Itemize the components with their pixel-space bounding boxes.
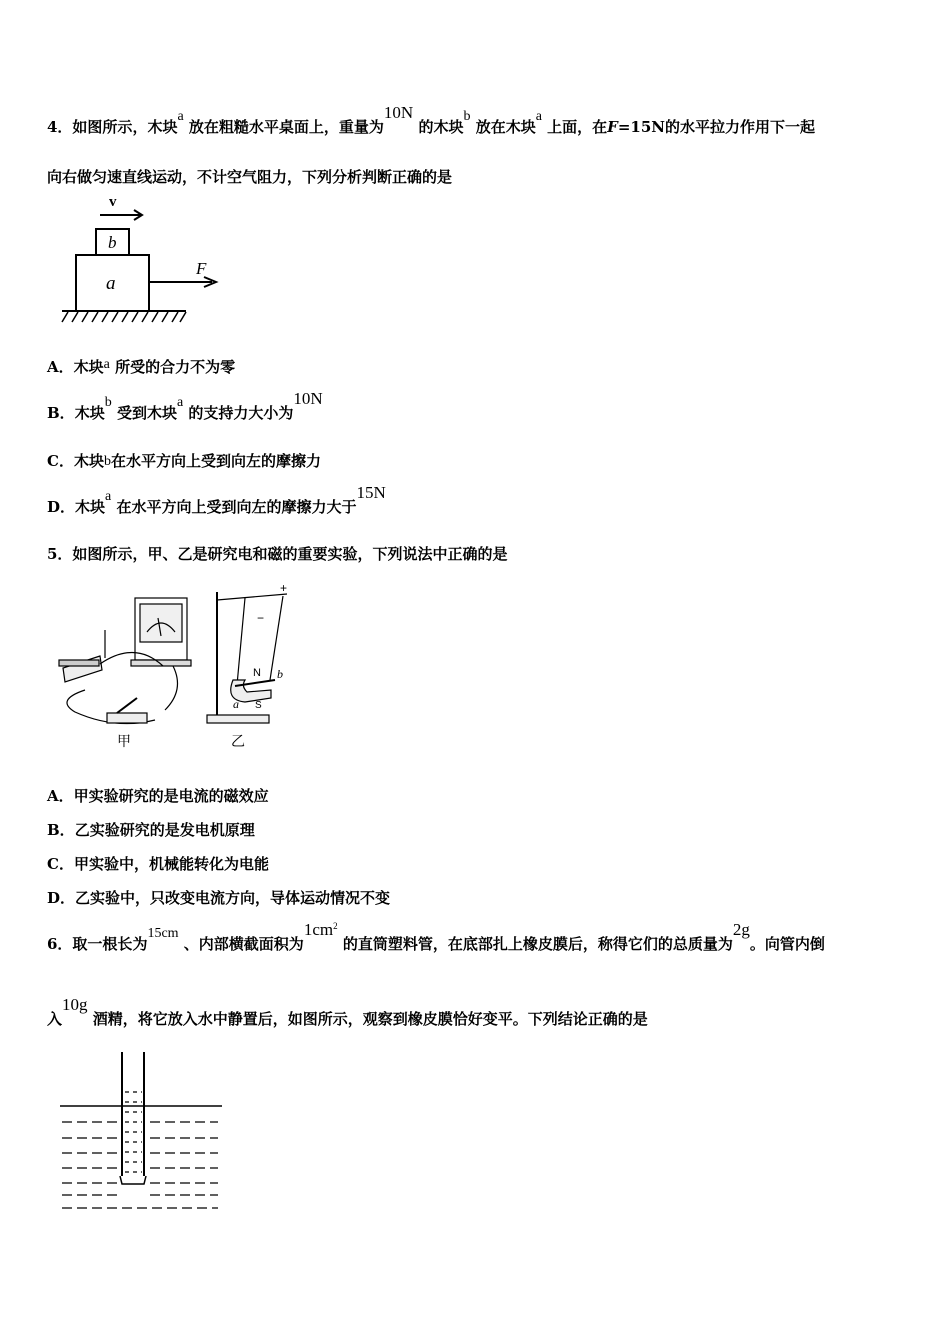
rubber-membrane [120,1176,146,1184]
jia-caption: 甲 [117,734,131,750]
jia-magnet-bar [59,660,99,666]
yi-wire-left [237,598,245,685]
q5-stem: 5．如图所示，甲、乙是研究电和磁的重要实验，下列说法中正确的是 [47,545,508,563]
q5-option-c: C．甲实验中，机械能转化为电能 [47,855,269,873]
q6-stem-line1: 6．取一根长为15cm 、内部横截面积为$1cm^2$ 的直筒塑料管，在底部扎上橡皮膜后，称得它们的总质量为2g。向管内倒 [47,920,825,953]
yi-plus-label: + [280,581,288,595]
q5-option-a: A．甲实验研究的是电流的磁效应 [47,787,269,805]
yi-wire-a: a [233,697,239,711]
yi-minus-label: − [257,611,265,625]
force-label: F [196,259,207,278]
velocity-label: v [109,194,117,210]
q5-option-b: B．乙实验研究的是发电机原理 [47,821,255,839]
yi-wire-b: b [277,667,283,681]
q4-option-d: D．木块a 在水平方向上受到向左的摩擦力大于15N [47,483,386,516]
q4-option-b: B．木块b 受到木块a 的支持力大小为10N [47,389,323,422]
alcohol-dashes [125,1092,142,1172]
galvanometer-base [131,660,191,666]
q4-block-figure [60,192,230,332]
q5-option-d: D．乙实验中，只改变电流方向，导体运动情况不变 [47,889,391,907]
block-b-label: b [108,233,117,252]
q4-option-c: C．木块b在水平方向上受到向左的摩擦力 [47,452,321,470]
jia-wire-right [165,666,178,710]
q5-electromagnet-figure [45,580,315,750]
ground-hatching [62,312,186,322]
yi-stand-base [207,715,269,723]
yi-caption: 乙 [231,734,245,750]
jia-switch-base [107,713,147,723]
jia-switch-lever [117,698,137,713]
block-a-label: a [106,273,116,294]
q4-stem-line2: 向右做匀速直线运动，不计空气阻力，下列分析判断正确的是 [47,168,453,186]
q6-stem-line2: 入10g 酒精，将它放入水中静置后，如图所示，观察到橡皮膜恰好变平。下列结论正确的是 [47,995,648,1028]
yi-stand-arm [217,594,287,600]
yi-pole-s: S [255,700,262,711]
water-dashes [62,1122,218,1208]
q4-stem-line1: 4．如图所示，木块a 放在粗糙水平桌面上，重量为10N 的木块b 放在木块a 上面，在F=15N的水平拉力作用下一起 [47,103,815,136]
q4-option-a: A．木块a 所受的合力不为零 [47,357,236,376]
yi-pole-n: N [253,667,261,679]
q6-tube-figure [58,1050,228,1215]
